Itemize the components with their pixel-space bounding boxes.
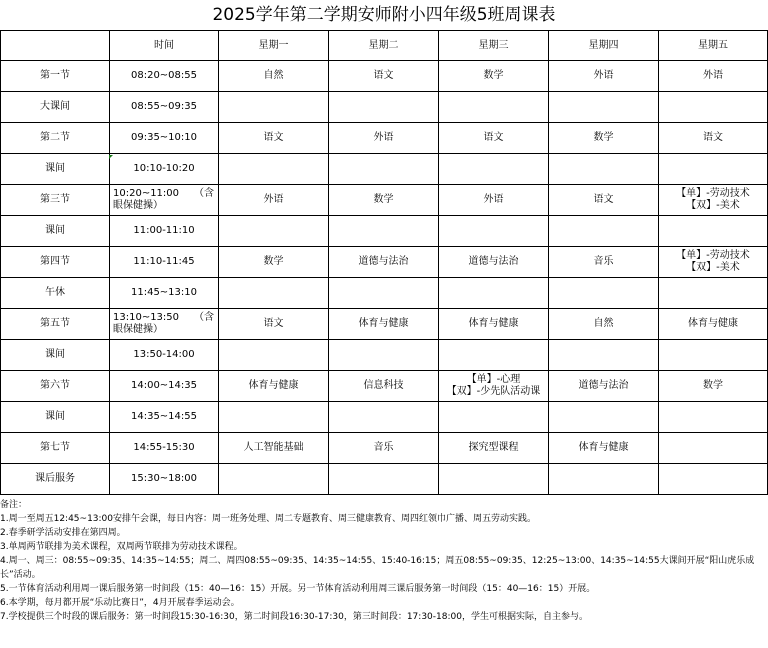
- table-row: [1, 154, 768, 185]
- subject-cell: 【单】-心理 【双】-少先队活动课: [439, 371, 549, 402]
- table-row: [1, 371, 768, 402]
- subject-cell: 数学: [439, 61, 549, 92]
- subject-cell: [549, 278, 659, 309]
- table-row: [1, 464, 768, 495]
- cell-corner-marker: [109, 155, 113, 159]
- subject-cell: 道德与法治: [329, 247, 439, 278]
- period-label: 第四节: [1, 247, 110, 278]
- subject-cell: 语文: [549, 185, 659, 216]
- subject-cell: [659, 278, 768, 309]
- subject-cell: 音乐: [549, 247, 659, 278]
- subject-cell: 体育与健康: [549, 433, 659, 464]
- table-row: [1, 247, 768, 278]
- subject-cell: [439, 340, 549, 371]
- header-cell: 时间: [110, 31, 219, 61]
- period-time: 13:50-14:00: [110, 340, 219, 371]
- period-label: 第三节: [1, 185, 110, 216]
- header-cell: 星期二: [329, 31, 439, 61]
- subject-cell: 音乐: [329, 433, 439, 464]
- page-title: 2025学年第二学期安师附小四年级5班周课表: [212, 5, 556, 25]
- period-time: 11:45~13:10: [110, 278, 219, 309]
- subject-cell: [549, 92, 659, 123]
- subject-cell: [439, 216, 549, 247]
- table-row: [1, 433, 768, 464]
- period-label: 第六节: [1, 371, 110, 402]
- subject-cell: [329, 340, 439, 371]
- header-cell: 星期三: [439, 31, 549, 61]
- header-cell: 星期一: [219, 31, 329, 61]
- subject-cell: [329, 92, 439, 123]
- subject-cell: 外语: [219, 185, 329, 216]
- period-time: 11:10-11:45: [110, 247, 219, 278]
- period-time: 09:35~10:10: [110, 123, 219, 154]
- note-item: 5.一节体育活动利用周一课后服务第一时间段（15：40—16：15）开展。另一节体育活动利用周三课后服务第一时间段（15：40—16：15）开展。: [0, 584, 596, 594]
- subject-cell: 语文: [219, 309, 329, 340]
- period-label: 课间: [1, 340, 110, 371]
- table-row: [1, 278, 768, 309]
- subject-cell: [659, 154, 768, 185]
- subject-cell: [439, 278, 549, 309]
- period-label: 第一节: [1, 61, 110, 92]
- subject-cell: [549, 402, 659, 433]
- subject-cell: 探究型课程: [439, 433, 549, 464]
- period-time: 08:55~09:35: [110, 92, 219, 123]
- note-item: 1.周一至周五12:45~13:00安排午会课，每日内容：周一班务处理、周二专题教育、周三健康教育、周四红领巾广播、周五劳动实践。: [0, 514, 537, 524]
- note-item: 2.春季研学活动安排在第四周。: [0, 528, 126, 538]
- subject-cell: 信息科技: [329, 371, 439, 402]
- subject-cell: 语文: [439, 123, 549, 154]
- header-corner-cell: [1, 31, 110, 61]
- subject-cell: [439, 92, 549, 123]
- subject-cell: [329, 402, 439, 433]
- subject-cell: [549, 340, 659, 371]
- subject-cell: 数学: [329, 185, 439, 216]
- subject-cell: 自然: [219, 61, 329, 92]
- table-row: [1, 309, 768, 340]
- period-time: 14:55-15:30: [110, 433, 219, 464]
- subject-cell: 【单】-劳动技术 【双】-美术: [659, 247, 768, 278]
- period-time: 14:35~14:55: [110, 402, 219, 433]
- table-row: [1, 216, 768, 247]
- period-time: 10:20~11:00 （含眼保健操）: [110, 185, 219, 216]
- table-row: [1, 185, 768, 216]
- subject-cell: 道德与法治: [439, 247, 549, 278]
- subject-cell: 语文: [219, 123, 329, 154]
- notes-section: [0, 498, 768, 624]
- period-time: 14:00~14:35: [110, 371, 219, 402]
- subject-cell: 【单】-劳动技术 【双】-美术: [659, 185, 768, 216]
- note-item: 6.本学期，每月都开展“乐动比赛日”，4月开展春季运动会。: [0, 598, 240, 608]
- subject-cell: 自然: [549, 309, 659, 340]
- subject-cell: [659, 402, 768, 433]
- period-label: 课间: [1, 154, 110, 185]
- subject-cell: 外语: [549, 61, 659, 92]
- period-time: 10:10-10:20: [110, 154, 219, 185]
- table-row: [1, 340, 768, 371]
- period-label: 第二节: [1, 123, 110, 154]
- subject-cell: [439, 464, 549, 495]
- notes-heading: 备注：: [0, 500, 28, 510]
- period-label: 课间: [1, 402, 110, 433]
- subject-cell: [219, 340, 329, 371]
- period-time: 08:20~08:55: [110, 61, 219, 92]
- subject-cell: [659, 92, 768, 123]
- header-cell: 星期五: [659, 31, 768, 61]
- subject-cell: [439, 402, 549, 433]
- table-row: [1, 92, 768, 123]
- subject-cell: 体育与健康: [219, 371, 329, 402]
- subject-cell: 道德与法治: [549, 371, 659, 402]
- note-item: 7.学校提供三个时段的课后服务：第一时间段15:30-16:30，第二时间段16:30-17:30，第三时间段：17:30-18:00，学生可根据实际，自主参与。: [0, 612, 588, 622]
- subject-cell: [549, 154, 659, 185]
- subject-cell: 语文: [329, 61, 439, 92]
- period-label: 第五节: [1, 309, 110, 340]
- subject-cell: [219, 402, 329, 433]
- note-item: 4.周一、周三：08:55~09:35、14:35~14:55；周二、周四08:55~09:35、14:35~14:55、15:40-16:15；周五08:55~09:35、12:25~13:00、14:35~14:55大课间开展“阳山虎乐成长”活动。: [0, 556, 755, 580]
- subject-cell: [219, 154, 329, 185]
- subject-cell: [439, 154, 549, 185]
- subject-cell: 语文: [659, 123, 768, 154]
- table-row: [1, 402, 768, 433]
- period-time: 11:00-11:10: [110, 216, 219, 247]
- subject-cell: [549, 216, 659, 247]
- timetable: [0, 30, 768, 495]
- period-label: 午休: [1, 278, 110, 309]
- period-time: 13:10~13:50 （含眼保健操）: [110, 309, 219, 340]
- period-label: 大课间: [1, 92, 110, 123]
- subject-cell: [659, 433, 768, 464]
- period-label: 课后服务: [1, 464, 110, 495]
- subject-cell: 外语: [329, 123, 439, 154]
- subject-cell: 体育与健康: [659, 309, 768, 340]
- header-cell: 星期四: [549, 31, 659, 61]
- subject-cell: 数学: [219, 247, 329, 278]
- subject-cell: 数学: [549, 123, 659, 154]
- subject-cell: [659, 464, 768, 495]
- subject-cell: 体育与健康: [439, 309, 549, 340]
- period-time: 15:30~18:00: [110, 464, 219, 495]
- subject-cell: [329, 154, 439, 185]
- subject-cell: [219, 464, 329, 495]
- subject-cell: 数学: [659, 371, 768, 402]
- subject-cell: [329, 464, 439, 495]
- period-label: 课间: [1, 216, 110, 247]
- subject-cell: [219, 92, 329, 123]
- subject-cell: 外语: [439, 185, 549, 216]
- subject-cell: [659, 340, 768, 371]
- period-label: 第七节: [1, 433, 110, 464]
- subject-cell: [549, 464, 659, 495]
- note-item: 3.单周两节联排为美术课程，双周两节联排为劳动技术课程。: [0, 542, 243, 552]
- table-row: [1, 61, 768, 92]
- subject-cell: 体育与健康: [329, 309, 439, 340]
- subject-cell: [219, 216, 329, 247]
- subject-cell: [329, 216, 439, 247]
- subject-cell: 人工智能基础: [219, 433, 329, 464]
- subject-cell: 外语: [659, 61, 768, 92]
- table-row: [1, 123, 768, 154]
- subject-cell: [329, 278, 439, 309]
- subject-cell: [659, 216, 768, 247]
- subject-cell: [219, 278, 329, 309]
